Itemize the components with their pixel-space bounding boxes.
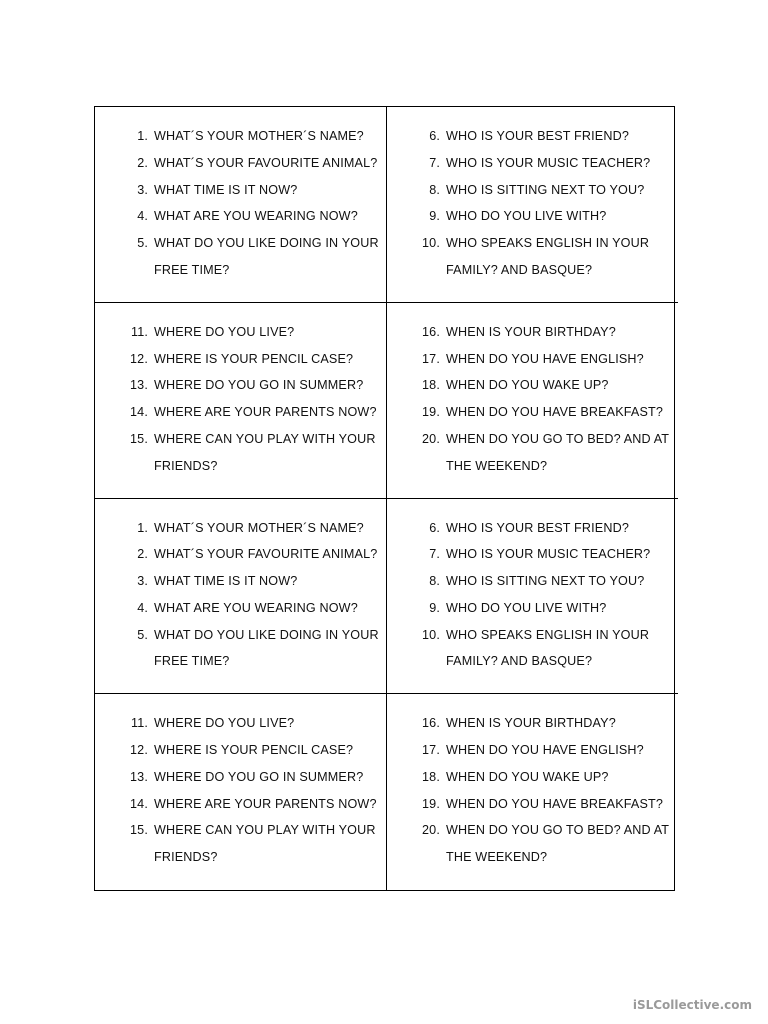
question-text: WHEN DO YOU GO TO BED? AND AT THE WEEKEND? — [446, 431, 669, 473]
question-number: 9. — [429, 209, 440, 224]
question-number: 3. — [137, 182, 148, 197]
question-number: 18. — [422, 378, 440, 393]
question-number: 13. — [130, 378, 148, 393]
question-text: WHAT ARE YOU WEARING NOW? — [154, 209, 358, 224]
question-card — [387, 107, 678, 303]
question-text: WHERE IS YOUR PENCIL CASE? — [154, 743, 354, 758]
question-item — [122, 541, 386, 568]
question-number: 11. — [130, 324, 148, 339]
question-text: WHEN IS YOUR BIRTHDAY? — [446, 716, 616, 731]
question-text: WHO IS SITTING NEXT TO YOU? — [446, 182, 645, 197]
question-item — [414, 372, 678, 399]
question-number: 10. — [422, 236, 440, 251]
question-text: WHERE CAN YOU PLAY WITH YOUR FRIENDS? — [154, 823, 376, 865]
question-number: 17. — [422, 743, 440, 758]
question-list — [95, 303, 386, 480]
question-number: 7. — [429, 155, 440, 170]
question-item — [414, 346, 678, 373]
question-item — [414, 710, 678, 737]
question-text: WHAT´S YOUR MOTHER´S NAME? — [154, 129, 364, 143]
question-number: 4. — [137, 209, 148, 224]
question-card — [95, 694, 387, 890]
question-item — [414, 515, 678, 542]
question-text: WHEN IS YOUR BIRTHDAY? — [446, 324, 616, 339]
question-item — [122, 230, 386, 284]
question-item — [414, 319, 678, 346]
question-card — [95, 303, 387, 499]
question-item — [414, 568, 678, 595]
question-list — [387, 107, 678, 284]
question-text: WHEN DO YOU HAVE ENGLISH? — [446, 743, 644, 758]
question-number: 20. — [422, 431, 440, 446]
question-item — [414, 426, 678, 480]
question-number: 12. — [130, 743, 148, 758]
question-text: WHERE ARE YOUR PARENTS NOW? — [154, 796, 377, 811]
question-number: 1. — [137, 520, 148, 535]
question-text: WHEN DO YOU HAVE ENGLISH? — [446, 351, 644, 366]
question-item — [414, 595, 678, 622]
question-item — [414, 230, 678, 284]
question-text: WHERE DO YOU GO IN SUMMER? — [154, 769, 364, 784]
question-number: 1. — [137, 129, 148, 143]
question-number: 19. — [422, 796, 440, 811]
question-list — [387, 303, 678, 480]
question-number: 12. — [130, 351, 148, 366]
question-number: 8. — [429, 182, 440, 197]
question-list — [95, 694, 386, 871]
question-number: 7. — [429, 547, 440, 562]
question-text: WHEN DO YOU HAVE BREAKFAST? — [446, 405, 664, 420]
question-text: WHAT DO YOU LIKE DOING IN YOUR FREE TIME? — [154, 627, 379, 669]
question-number: 15. — [130, 431, 148, 446]
watermark-footer: iSLCollective.com — [632, 998, 752, 1012]
question-card — [95, 107, 387, 303]
question-card — [387, 694, 678, 890]
question-text: WHAT DO YOU LIKE DOING IN YOUR FREE TIME? — [154, 236, 379, 277]
question-item — [122, 346, 386, 373]
question-number: 5. — [137, 627, 148, 642]
question-item — [122, 791, 386, 818]
question-card — [387, 303, 678, 499]
question-number: 6. — [429, 520, 440, 535]
question-item — [122, 426, 386, 480]
question-number: 20. — [422, 823, 440, 838]
question-number: 14. — [130, 796, 148, 811]
question-item — [414, 150, 678, 177]
question-number: 8. — [429, 574, 440, 589]
question-number: 9. — [429, 600, 440, 615]
question-text: WHAT ARE YOU WEARING NOW? — [154, 600, 358, 615]
question-number: 4. — [137, 600, 148, 615]
question-number: 3. — [137, 574, 148, 589]
question-item — [414, 764, 678, 791]
question-text: WHO IS YOUR MUSIC TEACHER? — [446, 547, 651, 562]
question-number: 15. — [130, 823, 148, 838]
question-list — [387, 499, 678, 676]
question-item — [122, 737, 386, 764]
question-text: WHO SPEAKS ENGLISH IN YOUR FAMILY? AND BASQUE? — [446, 627, 650, 669]
question-text: WHERE DO YOU GO IN SUMMER? — [154, 378, 364, 393]
question-text: WHEN DO YOU WAKE UP? — [446, 769, 609, 784]
question-number: 14. — [130, 405, 148, 420]
question-text: WHEN DO YOU WAKE UP? — [446, 378, 609, 393]
question-card — [95, 499, 387, 695]
question-text: WHERE DO YOU LIVE? — [154, 716, 295, 731]
question-item — [414, 817, 678, 871]
question-text: WHAT´S YOUR FAVOURITE ANIMAL? — [154, 547, 378, 562]
question-text: WHERE ARE YOUR PARENTS NOW? — [154, 405, 377, 420]
question-text: WHERE IS YOUR PENCIL CASE? — [154, 351, 354, 366]
question-item — [122, 372, 386, 399]
question-number: 17. — [422, 351, 440, 366]
question-item — [414, 203, 678, 230]
question-number: 5. — [137, 236, 148, 251]
question-text: WHERE DO YOU LIVE? — [154, 324, 295, 339]
question-item — [122, 622, 386, 676]
question-item — [122, 515, 386, 542]
question-item — [414, 177, 678, 204]
question-item — [122, 595, 386, 622]
question-number: 11. — [130, 716, 148, 731]
question-item — [122, 399, 386, 426]
question-number: 18. — [422, 769, 440, 784]
question-list — [95, 107, 386, 284]
question-text: WHO SPEAKS ENGLISH IN YOUR FAMILY? AND BASQUE? — [446, 236, 650, 277]
question-number: 2. — [137, 547, 148, 562]
question-text: WHO IS YOUR BEST FRIEND? — [446, 129, 629, 143]
question-number: 10. — [422, 627, 440, 642]
question-item — [414, 123, 678, 150]
question-number: 6. — [429, 129, 440, 143]
question-list — [95, 499, 386, 676]
question-text: WHO IS YOUR BEST FRIEND? — [446, 520, 629, 535]
question-item — [414, 399, 678, 426]
question-number: 13. — [130, 769, 148, 784]
question-text: WHO DO YOU LIVE WITH? — [446, 600, 607, 615]
question-text: WHAT´S YOUR FAVOURITE ANIMAL? — [154, 155, 378, 170]
question-item — [414, 622, 678, 676]
question-text: WHEN DO YOU HAVE BREAKFAST? — [446, 796, 664, 811]
question-card — [387, 499, 678, 695]
question-item — [122, 150, 386, 177]
question-text: WHAT TIME IS IT NOW? — [154, 182, 298, 197]
question-text: WHAT TIME IS IT NOW? — [154, 574, 298, 589]
question-number: 16. — [422, 716, 440, 731]
question-text: WHAT´S YOUR MOTHER´S NAME? — [154, 520, 364, 535]
question-item — [122, 177, 386, 204]
question-text: WHERE CAN YOU PLAY WITH YOUR FRIENDS? — [154, 431, 376, 473]
question-number: 19. — [422, 405, 440, 420]
question-item — [414, 737, 678, 764]
question-list — [387, 694, 678, 871]
question-item — [122, 764, 386, 791]
question-number: 2. — [137, 155, 148, 170]
question-text: WHO IS YOUR MUSIC TEACHER? — [446, 155, 651, 170]
question-number: 16. — [422, 324, 440, 339]
question-item — [122, 123, 386, 150]
question-item — [122, 568, 386, 595]
question-text: WHO DO YOU LIVE WITH? — [446, 209, 607, 224]
question-text: WHEN DO YOU GO TO BED? AND AT THE WEEKEND? — [446, 823, 669, 865]
question-item — [414, 541, 678, 568]
question-text: WHO IS SITTING NEXT TO YOU? — [446, 574, 645, 589]
question-item — [122, 710, 386, 737]
question-item — [122, 817, 386, 871]
question-item — [122, 203, 386, 230]
question-item — [122, 319, 386, 346]
question-card-grid — [94, 106, 675, 891]
question-item — [414, 791, 678, 818]
